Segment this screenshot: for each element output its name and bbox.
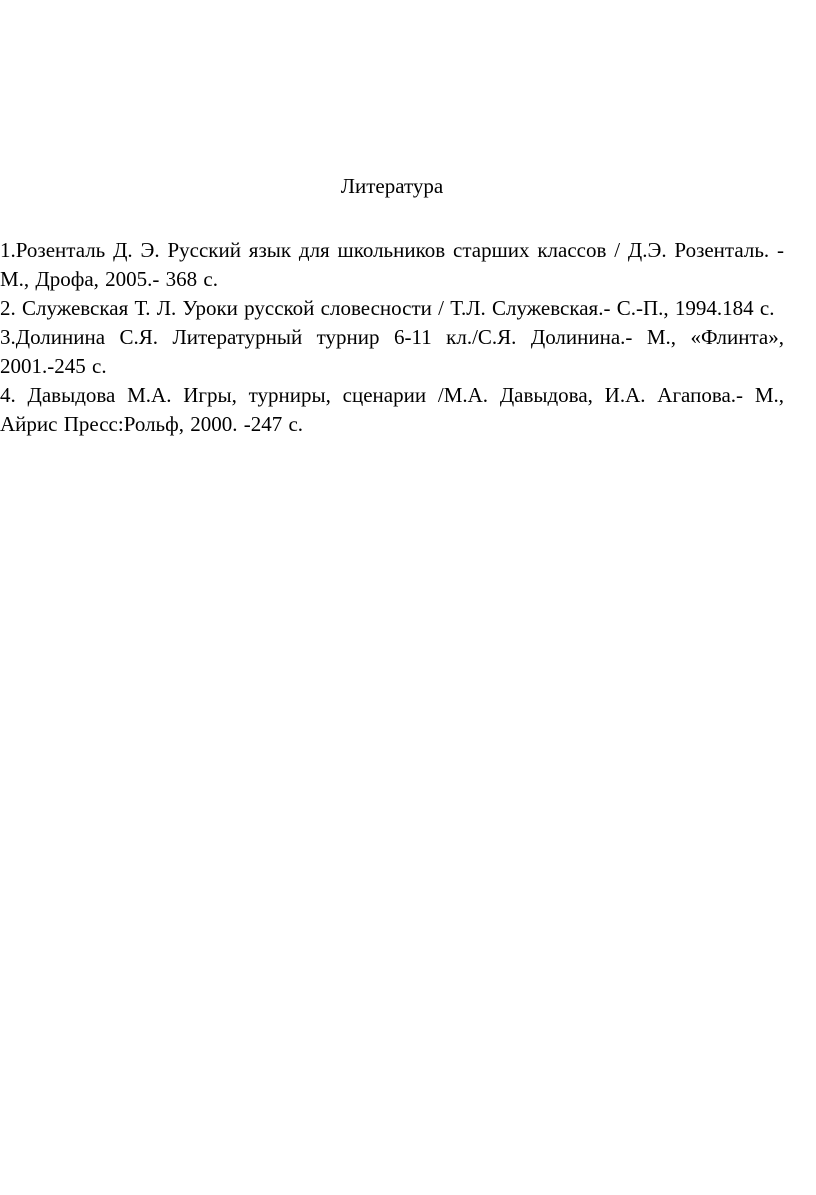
page-title: Литература (340, 174, 444, 198)
reference-list (0, 236, 784, 439)
reference-item: 4. Давыдова М.А. Игры, турниры, сценарии /М.А. Давыдова, И.А. Агапова.- М., Айрис Пресс:Рольф, 2000. -247 с. (0, 383, 784, 436)
reference-item: 3.Долинина С.Я. Литературный турнир 6-11 кл./С.Я. Долинина.- М., «Флинта», 2001.-245 с. (0, 325, 784, 378)
reference-item: 1.Розенталь Д. Э. Русский язык для школьников старших классов / Д.Э. Розенталь. - М., Дрофа, 2005.- 368 с. (0, 238, 784, 291)
reference-item: 2. Служевская Т. Л. Уроки русской словесности / Т.Л. Служевская.- С.-П., 1994.184 с. (0, 296, 775, 320)
